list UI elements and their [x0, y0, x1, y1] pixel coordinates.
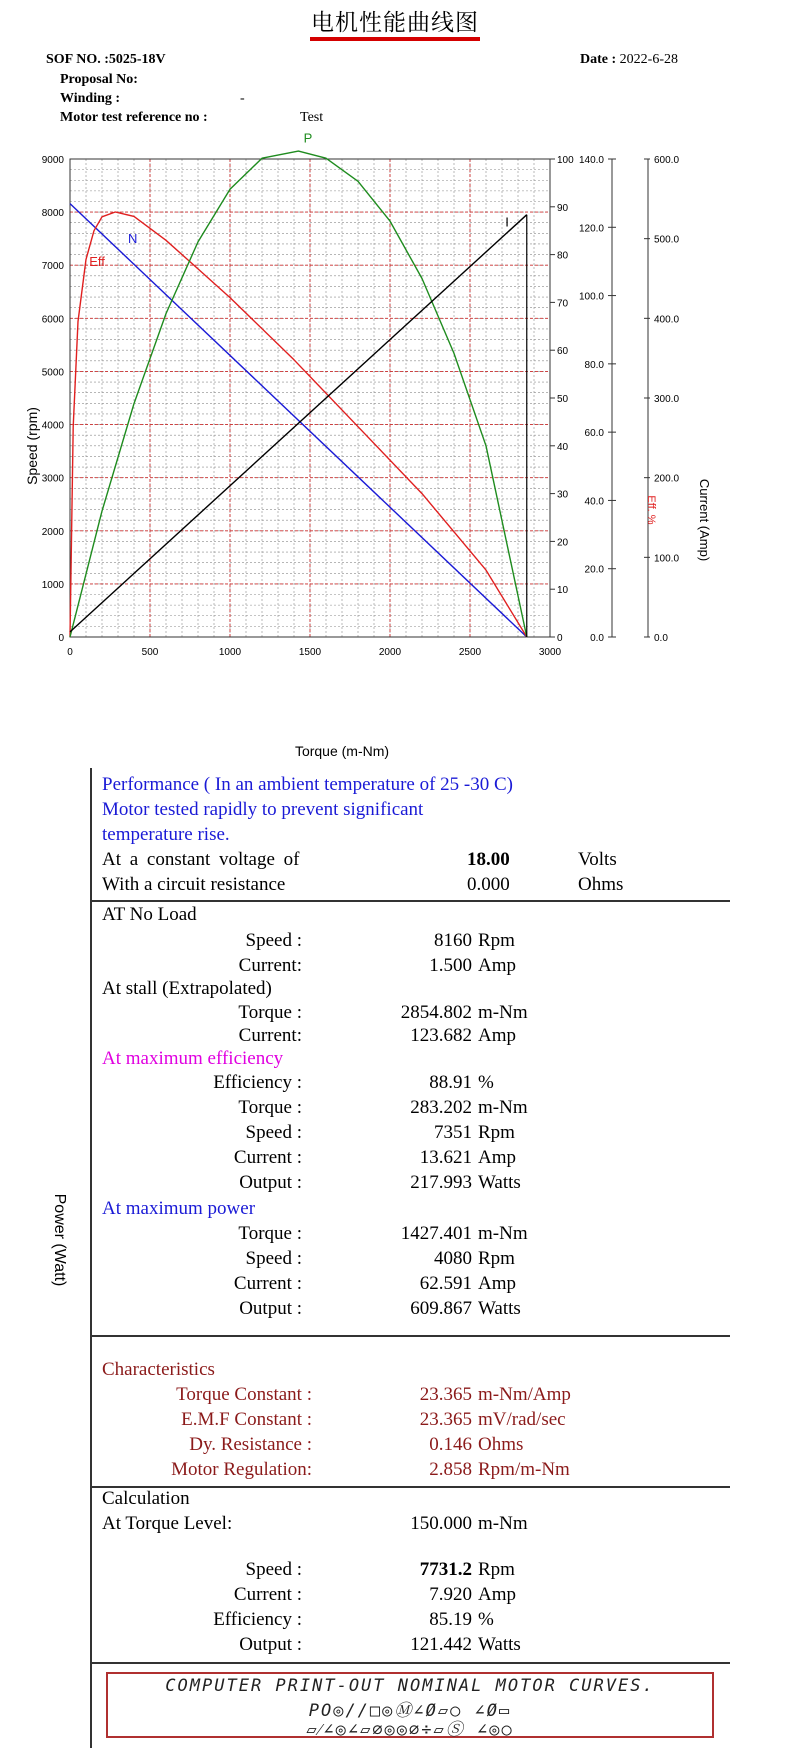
- max-eff-current-label: Current :: [233, 1147, 302, 1168]
- max-eff-output-unit: Watts: [478, 1172, 521, 1193]
- performance-table: [92, 770, 730, 1742]
- power-tick-label: 500.0: [654, 234, 680, 246]
- no-load-current-unit: Amp: [478, 955, 516, 976]
- perf-intro-2: Motor tested rapidly to prevent significant: [102, 799, 424, 820]
- eff-tick-label: 50: [557, 394, 569, 405]
- y-tick-label: 4000: [41, 420, 64, 432]
- calc-speed-value: 7731.2: [419, 1559, 472, 1580]
- max-eff-torque-label: Torque :: [238, 1097, 302, 1118]
- series-line-p: [70, 151, 527, 637]
- calc-output-unit: Watts: [478, 1634, 521, 1655]
- report-date: Date : 2022-6-28: [580, 52, 678, 67]
- max-power-speed-value: 4080: [434, 1248, 472, 1269]
- max-eff-speed-value: 7351: [434, 1122, 472, 1143]
- eff-tick-label: 20: [557, 537, 569, 549]
- resistance-unit: Ohms: [578, 874, 624, 895]
- torque-constant-value: 23.365: [419, 1384, 472, 1405]
- calc-speed-label: Speed :: [245, 1559, 302, 1580]
- page-title: 电机性能曲线图: [311, 10, 479, 36]
- max-power-torque-label: Torque :: [238, 1223, 302, 1244]
- max-power-current-unit: Amp: [478, 1273, 516, 1294]
- y-tick-label: 5000: [41, 367, 64, 379]
- y-axis-label: Speed (rpm): [24, 407, 40, 485]
- eff-tick-label: 70: [557, 298, 569, 310]
- max-power-speed-label: Speed :: [245, 1248, 302, 1269]
- efficiency-axis: [550, 155, 574, 644]
- footer-line-2: PO◎//□◎Ⓜ∠Ø▱○ ∠Ø▭: [308, 1701, 512, 1721]
- max-eff-output-value: 217.993: [410, 1172, 472, 1193]
- y-tick-labels: [42, 155, 65, 644]
- power-tick-label: 400.0: [654, 314, 680, 326]
- eff-tick-label: 60: [557, 346, 569, 358]
- stall-current-label: Current:: [238, 1025, 302, 1046]
- calc-speed-unit: Rpm: [478, 1559, 515, 1580]
- motor-curve-chart: [0, 130, 790, 770]
- current-tick-label: 20.0: [584, 564, 604, 576]
- footer-line-3: ▱⁄∠◎∠▱∅◎◎∅÷▱Ⓢ ∠◎○: [306, 1720, 514, 1740]
- no-load-speed-label: Speed :: [245, 930, 302, 951]
- x-tick-label: 0: [67, 647, 73, 658]
- max-eff-speed-label: Speed :: [245, 1122, 302, 1143]
- max-eff-torque-value: 283.202: [410, 1097, 472, 1118]
- max-power-current-label: Current :: [233, 1273, 302, 1294]
- max-power-output-unit: Watts: [478, 1298, 521, 1319]
- winding-label: Winding :: [60, 91, 121, 106]
- calc-current-label: Current :: [233, 1584, 302, 1605]
- torque-constant-unit: m-Nm/Amp: [478, 1384, 571, 1405]
- no-load-current-label: Current:: [238, 955, 302, 976]
- eff-tick-label: 30: [557, 489, 569, 501]
- max-eff-efficiency-value: 88.91: [429, 1072, 472, 1093]
- calc-current-unit: Amp: [478, 1584, 516, 1605]
- motor-regulation-value: 2.858: [429, 1459, 472, 1480]
- emf-constant-value: 23.365: [419, 1409, 472, 1430]
- y-tick-label: 7000: [41, 261, 64, 273]
- y-tick-label: 9000: [41, 155, 64, 166]
- calc-efficiency-label: Efficiency :: [213, 1609, 302, 1630]
- voltage-value: 18.00: [467, 849, 510, 870]
- y-tick-label: 8000: [41, 208, 64, 220]
- max-power-output-label: Output :: [239, 1298, 302, 1319]
- series-line-i: [70, 215, 527, 632]
- no-load-current-value: 1.500: [429, 955, 472, 976]
- voltage-unit: Volts: [578, 849, 617, 870]
- x-tick-labels: [67, 647, 561, 658]
- max-eff-current-value: 13.621: [419, 1147, 472, 1168]
- calc-output-value: 121.442: [410, 1634, 472, 1655]
- eff-tick-label: 40: [557, 441, 569, 453]
- series-label-p: P: [303, 130, 313, 146]
- no-load-speed-unit: Rpm: [478, 930, 515, 951]
- calc-efficiency-unit: %: [478, 1609, 494, 1630]
- current-tick-label: 60.0: [584, 428, 604, 440]
- sof-number: SOF NO. :5025-18V: [46, 52, 166, 67]
- max-eff-torque-unit: m-Nm: [478, 1097, 528, 1118]
- power-axis: [644, 155, 679, 644]
- current-tick-label: 100.0: [578, 291, 604, 303]
- resistance-value: 0.000: [467, 874, 510, 895]
- stall-title: At stall (Extrapolated): [102, 978, 272, 999]
- max-eff-efficiency-unit: %: [478, 1072, 494, 1093]
- power-tick-label: 600.0: [654, 155, 680, 166]
- stall-current-unit: Amp: [478, 1025, 516, 1046]
- power-tick-label: 200.0: [654, 473, 680, 485]
- no-load-speed-value: 8160: [434, 930, 472, 951]
- max-power-output-value: 609.867: [410, 1298, 472, 1319]
- max-power-title: At maximum power: [102, 1198, 256, 1219]
- title-underline: [310, 37, 480, 41]
- calc-efficiency-value: 85.19: [429, 1609, 472, 1630]
- x-axis-label: Torque (m-Nm): [294, 743, 390, 759]
- dy-resistance-value: 0.146: [429, 1434, 472, 1455]
- test-reference-label: Motor test reference no :: [60, 110, 208, 125]
- power-side-label: Power (Watt): [51, 1193, 68, 1287]
- series-label-n: N: [128, 231, 138, 247]
- torque-level-label: At Torque Level:: [102, 1513, 233, 1534]
- calc-output-label: Output :: [239, 1634, 302, 1655]
- y-tick-label: 2000: [41, 526, 64, 538]
- max-power-speed-unit: Rpm: [478, 1248, 515, 1269]
- divider: [92, 1335, 730, 1337]
- emf-constant-label: E.M.F Constant :: [181, 1409, 312, 1430]
- y-tick-label: 0: [58, 633, 64, 644]
- series-label-i: I: [505, 214, 509, 230]
- max-eff-speed-unit: Rpm: [478, 1122, 515, 1143]
- power-tick-label: 300.0: [654, 394, 680, 405]
- no-load-title: AT No Load: [102, 904, 197, 925]
- max-eff-current-unit: Amp: [478, 1147, 516, 1168]
- divider: [92, 900, 730, 902]
- eff-tick-label: 10: [557, 585, 569, 597]
- current-tick-label: 140.0: [578, 155, 604, 166]
- max-power-torque-value: 1427.401: [400, 1223, 472, 1244]
- footer-line-1: COMPUTER PRINT-OUT NOMINAL MOTOR CURVES.: [165, 1676, 655, 1696]
- torque-constant-label: Torque Constant :: [176, 1384, 312, 1405]
- current-tick-label: 80.0: [584, 359, 604, 371]
- series-lines: [70, 130, 527, 637]
- calc-current-value: 7.920: [429, 1584, 472, 1605]
- characteristics-title: Characteristics: [102, 1359, 215, 1380]
- motor-regulation-unit: Rpm/m-Nm: [478, 1459, 570, 1480]
- x-tick-label: 2000: [378, 647, 402, 658]
- emf-constant-unit: mV/rad/sec: [478, 1409, 566, 1430]
- max-eff-title: At maximum efficiency: [102, 1048, 284, 1069]
- current-tick-label: 0.0: [590, 633, 604, 644]
- efficiency-axis-label: Eff. %: [645, 495, 657, 525]
- power-tick-label: 100.0: [654, 553, 680, 565]
- stall-torque-value: 2854.802: [400, 1002, 472, 1023]
- max-power-torque-unit: m-Nm: [478, 1223, 528, 1244]
- torque-level-value: 150.000: [410, 1513, 472, 1534]
- perf-intro-1: Performance ( In an ambient temperature of 25 -30 C): [102, 774, 513, 795]
- stall-torque-label: Torque :: [238, 1002, 302, 1023]
- current-tick-label: 120.0: [578, 223, 604, 235]
- y-tick-label: 3000: [41, 473, 64, 485]
- x-tick-label: 1000: [218, 647, 242, 658]
- dy-resistance-label: Dy. Resistance :: [189, 1434, 312, 1455]
- perf-intro-3: temperature rise.: [102, 824, 230, 845]
- x-tick-label: 2500: [458, 647, 482, 658]
- max-eff-output-label: Output :: [239, 1172, 302, 1193]
- y-tick-label: 6000: [41, 314, 64, 326]
- torque-level-unit: m-Nm: [478, 1513, 528, 1534]
- current-axis-label: Current (Amp): [697, 478, 712, 562]
- power-tick-label: 0.0: [654, 633, 668, 644]
- voltage-label: At a constant voltage of: [102, 849, 300, 870]
- test-reference-value: Test: [300, 110, 324, 125]
- proposal-label: Proposal No:: [60, 72, 138, 87]
- current-tick-label: 40.0: [584, 496, 604, 508]
- max-eff-efficiency-label: Efficiency :: [213, 1072, 302, 1093]
- motor-regulation-label: Motor Regulation:: [171, 1459, 312, 1480]
- x-tick-label: 3000: [538, 647, 562, 658]
- x-tick-label: 1500: [298, 647, 322, 658]
- eff-tick-label: 90: [557, 202, 569, 214]
- resistance-label: With a circuit resistance: [102, 874, 286, 895]
- y-tick-label: 1000: [41, 579, 64, 591]
- x-tick-label: 500: [141, 647, 159, 658]
- footer-stamp: [106, 1672, 714, 1738]
- winding-dash: -: [240, 91, 245, 106]
- eff-tick-label: 80: [557, 250, 569, 262]
- stall-current-value: 123.682: [410, 1025, 472, 1046]
- divider: [92, 1662, 730, 1664]
- current-axis: [579, 155, 616, 644]
- series-label-eff: Eff: [89, 253, 105, 269]
- stall-torque-unit: m-Nm: [478, 1002, 528, 1023]
- eff-tick-label: 100: [557, 155, 574, 166]
- eff-tick-label: 0: [557, 633, 563, 644]
- dy-resistance-unit: Ohms: [478, 1434, 524, 1455]
- max-power-current-value: 62.591: [419, 1273, 472, 1294]
- calculation-title: Calculation: [102, 1488, 190, 1509]
- series-line-n: [70, 204, 527, 637]
